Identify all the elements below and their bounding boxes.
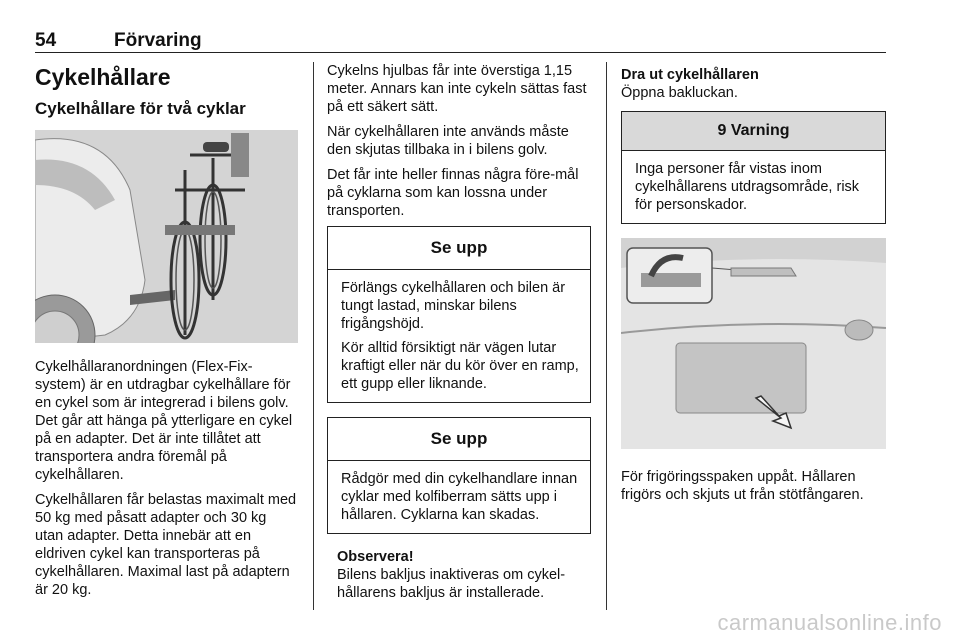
caution-box: [327, 226, 591, 403]
note-text: Bilens bakljus inaktiveras om cykel-hållarens bakljus är installerade.: [337, 567, 566, 601]
caution-text: Kör alltid försiktigt när vägen lutar kraftigt eller när du kör över en ramp, ett gupp eller liknande.: [341, 340, 579, 392]
paragraph: Cykelns hjulbas får inte överstiga 1,15 meter. Annars kan inte cykeln sättas fast på ett säkert sätt.: [327, 63, 587, 115]
caution-box: [327, 417, 591, 534]
warning-title: Varning: [730, 122, 790, 139]
column-3: [621, 62, 886, 511]
section-title: Förvaring: [114, 30, 202, 51]
column-2: [327, 62, 591, 609]
caution-text: Rådgör med din cykelhandlare innan cyklar med kolfiberram sätts upp i hållaren. Cyklarna kan skadas.: [341, 471, 578, 523]
paragraph: Öppna bakluckan.: [621, 85, 738, 101]
warning-box: [621, 111, 886, 224]
main-heading: Cykelhållare: [35, 64, 171, 90]
page-number: 54: [35, 30, 57, 51]
warning-symbol-icon: 9: [717, 122, 727, 139]
warning-text: Inga personer får vistas inom cykelhållarens utdragsområde, risk för personskador.: [635, 161, 860, 213]
note-title: Observera!: [337, 549, 414, 565]
warning-header: [622, 112, 885, 151]
bumper-release-illustration: [621, 238, 886, 449]
paragraph: Cykelhållaren får belastas maximalt med 50 kg med påsatt adapter och 30 kg utan adapter. Detta innebär att en eldriven cykel kan transporteras på cykelhållaren. Maximal last på adaptern är 20 kg.: [35, 492, 297, 598]
caution-title: Se upp: [328, 418, 590, 461]
caution-text: Förlängs cykelhållaren och bilen är tungt lastad, minskar bilens frigångshöjd.: [341, 280, 566, 332]
bike-carrier-illustration: [35, 130, 298, 343]
column-1: [35, 62, 298, 606]
watermark: carmanualsonline.info: [717, 610, 942, 635]
sub-heading: Cykelhållare för två cyklar: [35, 99, 246, 118]
paragraph: Cykelhållaranordningen (Flex-Fix-system) är en utdragbar cykelhållare för en cykel som är integrerad i bilens golv. Det går att hänga på ytterligare en cykel på en adapter. Det är inte tillåtet att transportera andra föremål på cykelhållaren.: [35, 359, 293, 483]
page-header: [35, 30, 886, 53]
figure-caption: För frigöringsspaken uppåt. Hållaren frigörs och skjuts ut från stötfångaren.: [621, 469, 864, 503]
paragraph: Det får inte heller finnas några före-mål på cyklarna som kan lossna under transporten.: [327, 167, 579, 219]
column-divider: [606, 62, 607, 610]
column-divider: [313, 62, 314, 610]
instruction-heading: Dra ut cykelhållaren: [621, 67, 759, 83]
paragraph: När cykelhållaren inte används måste den skjutas tillbaka in i bilens golv.: [327, 124, 569, 158]
caution-title: Se upp: [328, 227, 590, 270]
